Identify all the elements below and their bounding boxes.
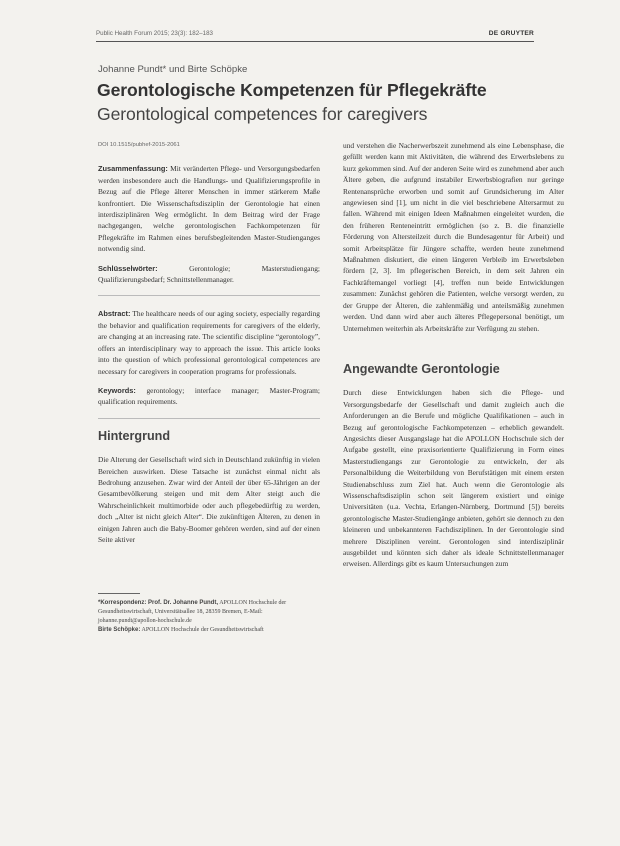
left-column (98, 140, 320, 635)
title-english: Gerontological competences for caregivers (97, 104, 428, 124)
keywords (98, 385, 320, 408)
header-rule (96, 41, 534, 42)
schluesselwoerter-label: Schlüsselwörter: (98, 263, 158, 273)
zusammenfassung-label: Zusammenfassung: (98, 164, 168, 174)
footnote (98, 599, 320, 635)
title-german: Gerontologische Kompetenzen für Pflegekräfte (97, 80, 487, 100)
section-heading-angewandte-gerontologie: Angewandte Gerontologie (343, 361, 500, 376)
doi: DOI 10.1515/pubhef-2015-2061 (98, 142, 180, 148)
author-line: Johanne Pundt* und Birte Schöpke (98, 64, 248, 75)
divider (98, 295, 320, 296)
footnote-second-label: Birte Schöpke: (98, 627, 141, 634)
footnote-second-text: APOLLON Hochschule der Gesundheitswirtschaft (141, 627, 264, 634)
section-heading-hintergrund: Hintergrund (98, 428, 171, 443)
keywords-text: gerontology; interface manager; Master-Program; qualification requirements. (98, 385, 320, 407)
intro-continuation: und verstehen die Nacherwerbszeit zunehmend als eine Lebensphase, die gefüllt werden kann mit Aktivitäten, die während des Erwerbslebens zu kurz gekommen sind. Auf der anderen Seite wird es zunehmend aber auch Ältere geben, die aufgrund instabiler Erwerbsbiografien nur geringe Rentenansprüche erworben und somit auf Grundsicherung im Alter angewiesen sind [1], um nicht in die viel beschriebene Altersarmut zu fallen. Während mit einigen Ideen Maßnahmen eingeleitet wurden, die den früheren Renteneintritt ermöglichen (so z. B. die finanzielle Förderung von Altersteilzeit durch die Bundesagentur für Arbeit) und somit Arbeitsplätze für Jüngere schaffte, werden heute zunehmend Maßnahmen diskutiert, die einen längeren Verbleib im Erwerbsleben fördern [2, 3]. Im pflegerischen Bereich, in dem seit Jahren ein Fachkräftemangel vorliegt [4], treffen nun beide Entwicklungen zusammen: Zunächst gehören die Patienten, welche versorgt werden, zu der Gruppe der Älteren, die zahlenmäßig und anteilsmäßig zunehmen werden. Und dann wird aber auch älteres Pflegepersonal benötigt, um Unternehmen weiterhin als Arbeitskräfte zur Verfügung zu stehen. (343, 141, 564, 333)
schluesselwoerter (98, 263, 320, 286)
zusammenfassung-text: Mit veränderten Pflege- und Versorgungsbedarfen werden insbesondere auch die Handlungs- und Qualifizierungsprofile in Bezug auf die Pflege älterer Menschen in immer stärkerem Maße konfrontiert. Die Wissenschaftsdisziplin der Gerontologie hat einen interdisziplinären Weg ermöglicht. In dem Beitrag wird der Frage nachgegangen, welche gerontologischen Fachkompetenzen für Pflegekräfte im Rahmen eines berufsbegleitenden Master-Studienganges notwendig sind. (98, 164, 321, 254)
footnote-corresponding-text: APOLLON Hochschule der Gesundheitswirtschaft, Universitätsallee 18, 28359 Bremen, E-Mail: johanne.pundt@apollon-hochschule.de (98, 600, 287, 625)
footnote-rule (98, 593, 140, 594)
section-body-hintergrund: Die Alterung der Gesellschaft wird sich in Deutschland zukünftig in vielen Bereichen auswirken. Diese Tatsache ist zunächst einmal nicht als Bedrohung anzusehen. Zwar wird der Anteil der über 65-Jährigen an der Gesamtbevölkerung steigen und mit dem Alter steigt auch die Wahrscheinlichkeit multimorbide oder auch pflegebedürftig zu werden, doch „Alter ist nicht gleich Alter“. Die zukünftigen Älteren, zu denen in einigen Jahren auch die Baby-Boomer gehören werden, sind auf der einen Seite aktiver (98, 455, 320, 544)
zusammenfassung (98, 163, 320, 254)
divider (98, 418, 320, 419)
schluesselwoerter-text: Gerontologie; Masterstudiengang; Qualifizierungsbedarf; Schnittstellenmanager. (98, 263, 320, 285)
right-column (343, 140, 564, 578)
section-body-angewandte-gerontologie: Durch diese Entwicklungen haben sich die Pflege- und Versorgungsbedarfe der Gesellschaft und damit zugleich auch die Anforderungen an die Berufe und mögliche Qualifikationen – auch in Bezug auf gerontologische Fachkompetenzen – erheblich gewandelt. Angesichts dieser Ausgangslage hat die APOLLON Hochschule sich der Aufgabe gestellt, eine praxisorientierte Qualifizierung in Form eines Masterstudiengangs zur Gerontologie zu entwickeln, der als Personalbildung die Weiterbildung von Berufstätigen mit einem ersten Studienabschluss zum Ziel hat. Auch wenn die Gerontologie als Wissenschaftsdisziplin schon seit längerem existiert und einige Universitäten (u.a. Vechta, Erlangen-Nürnberg, Dortmund [5]) bereits gerontologische Master-Studiengänge anbieten, gehört sie dennoch zu den kleineren und unbekannteren Fachdisziplinen. In der Gerontologie sind mehrere Disziplinen vereint. Gerontologen sind interdisziplinär ausgebildet und könnten sich daher als ideale Schnittstellenmanager erweisen. Allerdings gibt es kaum Untersuchungen zum (343, 388, 564, 569)
abstract-label: Abstract: (98, 309, 131, 319)
footnote-corresponding-label: *Korrespondenz: Prof. Dr. Johanne Pundt, (98, 600, 219, 607)
keywords-label: Keywords: (98, 385, 136, 395)
journal-citation: Public Health Forum 2015; 23(3): 182–183 (96, 30, 213, 37)
abstract (98, 308, 320, 376)
abstract-text: The healthcare needs of our aging society, especially regarding the behavior and qualification requirements for caregivers of the elderly, are changing at an increasing rate. The scientific discipline “gerontology”, offers an interdisciplinary way to approach the issue. This article looks into the question of which professional gerontological competences are necessary for caregivers in cooperation programs for professionals. (98, 309, 320, 376)
publisher-logo: DE GRUYTER (488, 30, 534, 37)
